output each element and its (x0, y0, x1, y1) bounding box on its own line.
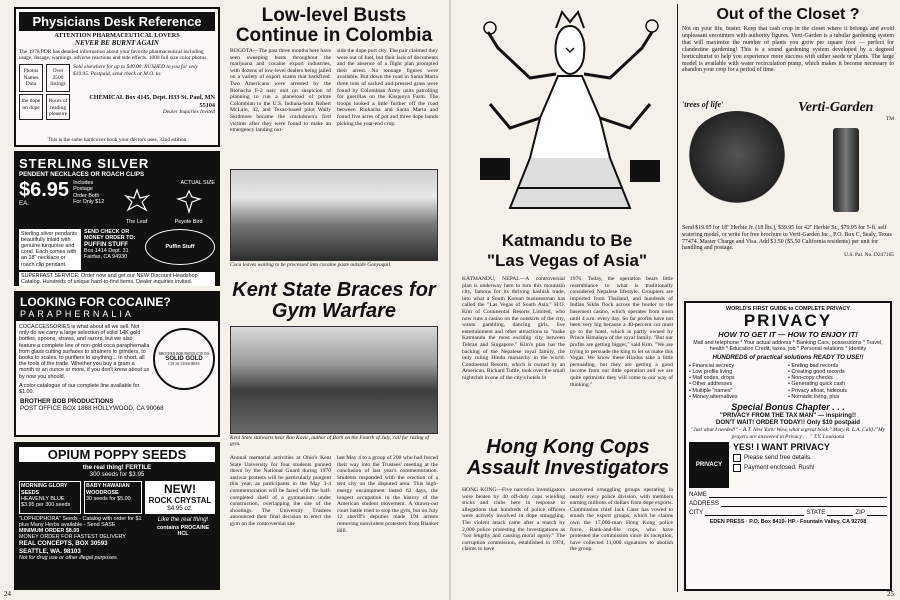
new-badge: NEW! (164, 482, 196, 497)
state-label: STATE (806, 509, 826, 517)
trees-tag: 'trees of life' (682, 100, 724, 109)
privacy-right-item: • Generating quick cash (788, 381, 846, 388)
cocaine-title: LOOKING FOR COCAINE? (16, 293, 218, 309)
privacy-footer: EDEN PRESS · P.O. Box 8410- HP · Fountain Valley, CA 92708 (709, 519, 867, 526)
cocaine-ad (14, 291, 220, 437)
closet-headline: Out of the Closet ? (716, 6, 860, 23)
kent-state-photo (230, 326, 438, 434)
privacy-right-item: • Nomadic living, plus (788, 393, 840, 400)
privacy-yes: YES! I WANT PRIVACY (733, 441, 830, 452)
sterling-sub: PENDENT NECKLACES OR ROACH CLIPS (19, 171, 145, 178)
colombia-col-2: side the dope port city. The pair claimed they were out of fuel, but their lack of documents and the absence of a flight plan prompted their arrest. No tonnage figures were available. But down the road in Santa Marta three tons of sacked and pressed grass were found by Colombian Army units patrolling for guerillas on the Kisquoya Farm. The troops looked a little further off the road between Riohacha and Santa Marta and found five acres of pot and three dope hands picking the year-end crop. (337, 48, 438, 127)
pdr-ad (14, 7, 220, 147)
closet-order: Send $19.95 for 18" Herbie Jr. (18 lbs.), $39.95 for 42" Herbie Sr., $79.95 for 5-ft. self watering model, or write for free brochure to Verti-Garden Inc., P.O. Box C, Sealy, Texas 77474. Master Charge and Visa. Add $3.50 ($5.50 California residents) per unit for handling and postage. (682, 225, 892, 252)
privacy-left-item: • Low profile living (689, 369, 733, 376)
city-label: CITY (689, 509, 704, 517)
hongkong-col-2: uncovered smuggling groups operating in nearly every police division, with members earning millions of dollars from dope exports. Commission chief Jack Cater has vowed to smash the export groups, which he claims own the 17,000-man Hong Kong police force. Rank-and-file cops, who have protested the commission since its inception, have collected 11,000 signatures to abolish the group. (570, 487, 673, 553)
katmandu-headline-1: Katmandu to Be (501, 231, 633, 250)
pdr-dealers: Dealer Inquiries Invited (162, 108, 215, 115)
pdr-order: Sold elsewhere for up to $40.00, RUSHED to you for only $19.95. Postpaid, send check or M.O. to: (73, 64, 198, 77)
leaf-pendant-icon (124, 188, 150, 225)
privacy-right-list (788, 363, 887, 400)
cocaine-address: POST OFFICE BOX 1868 HOLLYWOOD, CA 90068 (20, 405, 164, 413)
colombia-caption: Coca leaves waiting to be processed into cocaine paste outside Gonyoquil. (230, 262, 392, 268)
privacy-bonus: Special Bonus Chapter . . . (731, 402, 845, 413)
peyote-bird-icon (175, 188, 203, 225)
rock-sub: Like the real thing! (157, 515, 209, 523)
sterling-address: Box 1414 Dept. 31 Fairfax, CA 94930 (84, 248, 129, 261)
coca-leaves-photo (230, 169, 438, 261)
kent-col-2: last May 4 to a group of 200 who had forced their way into the Trustees' meeting at the conclusion of last year's commemoration. Students responded with the erection of a tent city on the disputed area. This high-energy encampment lasted 62 days, the longest occupation in the history of the American student movement. A drawn-out court battle tried to stop the gym, but on July 12 sheriff's deputies made 194 arrests removing nonviolent protesters from Blanket Hill. (337, 455, 438, 534)
name-label: NAME (689, 490, 707, 498)
opium-company: REAL CONCEPTS, BOX 30593 (19, 540, 108, 548)
privacy-book-cover (689, 442, 729, 488)
verti-garden-ad (682, 6, 894, 296)
seal-top-text: BROTHER BOB PRODUCTIONS (158, 352, 210, 356)
pdr-body: The 1978 PDR has detailed information about your favorite pharmaceutical including usage, dosage, warnings, adverse reactions and side effects. 1000 full size color photos. (19, 49, 208, 62)
hongkong-headline: Hong Kong Cops Assault Investigators (466, 436, 670, 479)
privacy-title: PRIVACY (743, 311, 833, 331)
cocaine-sub: PARAPHERNALIA (16, 309, 218, 321)
sterling-price: $6.95 (19, 179, 70, 202)
opium-poppy-ad (14, 442, 220, 590)
opium-title: OPIUM POPPY SEEDS (19, 447, 215, 462)
address-field[interactable] (721, 500, 887, 507)
opium-minimum: MINIMUM ORDER $8.00 (19, 528, 80, 535)
pdr-company: CHEMICAL Box 4145, Dept. H33 St. Paul, MN 55104 (89, 94, 215, 109)
opium-money: MONEY ORDER FOR FASTEST DELIVERY (19, 534, 126, 541)
sterling-silver-ad (14, 151, 220, 286)
privacy-left-item: • Money alternatives (689, 393, 738, 400)
kent-caption: Kent State stalwarts hear Ron Kovic, author of Born on the Fourth of July, call for razing of gym. (230, 435, 429, 448)
zip-field[interactable] (867, 509, 887, 516)
payment-enclosed-checkbox[interactable] (733, 464, 741, 472)
privacy-left-item: • Multiple "names" (689, 387, 733, 394)
opium-line1: the real thing! FERTILE (82, 464, 152, 471)
pdr-title: Physicians Desk Reference (19, 12, 215, 31)
rock-crystal-title: ROCK CRYSTAL (148, 496, 212, 506)
privacy-ad (684, 301, 892, 591)
privacy-order-now: DON'T WAIT! ORDER TODAY!! Only $10 postpaid (715, 419, 861, 427)
morning-glory-price: $3.95 per 300 seeds (21, 502, 71, 509)
pdr-subtitle-1: ATTENTION PHARMACEUTICAL LOVERS (54, 32, 180, 39)
rock-price: $4.95 oz. (167, 505, 193, 513)
book-label: PRIVACY (695, 461, 723, 468)
sterling-send: SEND CHECK OR MONEY ORDER TO: (84, 228, 136, 241)
free-details-checkbox[interactable] (733, 454, 741, 462)
katmandu-illustration (470, 8, 670, 214)
name-field[interactable] (709, 491, 887, 498)
pdr-thumb-dope: the dope on dope (19, 94, 43, 120)
rock-contains: contains PROCAINE HCL (156, 524, 210, 538)
closet-patent: U.S. Pat. No. D247165 (844, 252, 894, 259)
payment-enclosed-label: Payment enclosed. Rush! (744, 464, 815, 472)
opium-city: SEATTLE, WA. 98103 (19, 547, 81, 555)
zip-label: ZIP (855, 509, 865, 517)
opium-legal: Not for drug use or other illegal purposes. (19, 554, 119, 561)
page-number-left: 24 (4, 590, 11, 598)
page-number-right: 25 (887, 590, 894, 598)
opium-catalog: "LOPHOPHORA" Seeds - Catalog with order for $1 plus Many Herbs available - Send SASE (19, 515, 142, 528)
verti-garden-tm: TM (885, 116, 894, 122)
seal-bottom-text: COCACCESSORIES (168, 362, 200, 366)
sterling-super: SUPERFAST SERVICE: Order now and get our NEW Discount Headshop Catalog. Hundreds of unique hard-to-find items. Dealer inquiries invited. (19, 272, 215, 286)
katmandu-headline-2: "Las Vegas of Asia" (486, 251, 648, 270)
pdr-thumb-listings: Over 2500 listings (46, 64, 70, 92)
sterling-size: ACTUAL SIZE (180, 180, 215, 187)
column-rule (677, 4, 678, 592)
privacy-right-item: • Creating good records (788, 369, 845, 376)
address-label: ADDRESS (689, 500, 719, 508)
privacy-right-item: • Ending bad records (788, 362, 839, 369)
privacy-left-item: • Other addresses (689, 381, 733, 388)
sterling-ea: EA. (19, 200, 29, 208)
kent-headline: Kent State Braces for Gym Warfare (232, 279, 436, 322)
cocaine-catalog: A color catalogue of our complete line available for $1.00. (19, 382, 140, 396)
closet-body: Not on your life, buster. Keep that cash crop in the closet where it belongs and avoid unpleasant encounters with authority figures. Verti-Garden is a tubular gardening system that will maximize the number of plants you grow per square foot — perfect for clandestine gardening! This is a sound gardening system developed by a degreed horticulturist to help you experience more success with either seeds or plants. The large model is available with water recirculation pump, which makes it become necessary to abandon your crop for a period of time. (682, 26, 894, 74)
privacy-tagline: HOW TO GET IT — HOW TO ENJOY IT! (718, 330, 858, 340)
sterling-company: PUFFIN STUFF (84, 241, 128, 249)
pdr-thumb-reading: Hours of reading pleasure (46, 94, 70, 120)
privacy-tax: "PRIVACY FROM THE TAX MAN" — inspiring!! (719, 412, 857, 420)
kent-col-1: Annual memorial activities at Ohio's Kent State University for four students gunned down by the National Guard during 1970 antiwar protests will be particularly pungent this year, as participants in the May 3-4 commemoration will be faced with the half-completed shell of a gymnasium under construction, overlapping the site of the shootings. The University Trustees announced their final decision to erect the gym on the controversial site (230, 455, 331, 527)
woodrose-label: BABY HAWAIIAN WOODROSE (86, 483, 130, 496)
privacy-hundreds: HUNDREDS of practical solutions READY TO USE!! (712, 353, 864, 361)
bird-label: Peyote Bird (174, 219, 203, 226)
colombia-col-1: BOGOTA—The past three months here have seen sweeping busts throughout the marijuana and cocaine export industries, with dozens of low-level dealers being jailed on a variety of export scams that backfired. Two Americans were arrested by the Riohacha F-2 narc unit on suspicion of planning to run a planeload of prime Colombian to the U.S. Indiana-born Robert McLain, 42, and Texas-based pilot Wally Skidmore became the crackdown's first victims after they were found to make an emergency landing out- (230, 48, 331, 134)
cocaine-company: BROTHER BOB PRODUCTIONS (20, 398, 114, 406)
privacy-right-item: • Non-copy checks (788, 375, 833, 382)
verti-tube-illustration (833, 128, 859, 212)
privacy-left-item: • Financial secrecy (689, 362, 735, 369)
opium-line2: 300 seeds for $3.95 (89, 471, 145, 479)
privacy-right-item: • Privacy afloat, hideouts (788, 387, 848, 394)
colombia-headline: Low-level Busts Continue in Colombia (235, 5, 433, 46)
verti-garden-brand: Verti-Garden (798, 100, 874, 115)
hongkong-col-1: HONG KONG—Five narcotics investigators were beaten by 40 off-duty cops wielding sticks and clubs here in response to allegations that hundreds of police officers were actively involved in dope smuggling. The violent attack came after a march by 2,000 police protesting the investigations as "too lengthy and causing moral agony." The corruption commission, established in 1974, claims to have (462, 487, 565, 553)
puffin-stuff-badge (145, 229, 215, 265)
morning-glory-label: MORNING GLORY SEEDS (21, 483, 68, 496)
katmandu-col-1: KATMANDU, NEPAL—A controversial plan is underway here to turn this mountain city, famous for its thriving hashish trade, into what a South Korean businessman has called the "Las Vegas of South Asia." H.O. Kim of Continental Resorts Limited, who now runs a casino on the outskirts of the city, wants gambling, dancing girls, live entertainment and other attractions to "make Katmandu the most exciting city between Tehran and Singapore." Kim's plan has the backing of the Nepalese royal family, the only ruling Hindu monarchy in the world. Continental Resorts, which is owned by an American, Richard Tuttle, took over the small nightclub in one of the city's hotels in (462, 276, 565, 381)
sterling-postage: Includes Postage Order Both For Only $12 (73, 180, 105, 205)
katmandu-col-2: 1976. Today, the operation bears little resemblance to what is traditionally considered Nepalese lifestyle. Croupiers are imported from Thailand, and hundreds of Indian Sikhs flock across the border to the basement casino, which operates from noon until 4 a.m. every day. So far profits have not been very big because a 40-percent cut must go to the hotel, which is partly owned by Prince Himalaya of the royal family. "But our profits are getting bigger," said Kim. "We are trying to persuade the king to let us make this Vegas. We know these Hindus take a little persuading, but they are getting a good income from our little operation and we are quite optimistic they will come to our way of thinking." (570, 276, 673, 388)
plant-illustration (682, 111, 792, 221)
pdr-thumb-photos: Photos Names Data (19, 64, 43, 92)
privacy-quote: "Just what I needed!" – R.T. New York/ Wow, what a great book." Mary R. L.A. Calif./"My prayers are answered in Privacy . . ." T.Y. Louisiana (691, 427, 885, 440)
city-field[interactable] (705, 509, 804, 516)
heavenly-blue-label: HEAVENLY BLUE (21, 495, 65, 502)
cocaine-body: COCACCESSORIES is what about all we sell. Not only do we carry a large selection of solid 14K gold bottles, spoons, straws, and razors, but we also feature a complete line of non-gold coca paraphernalia from glass cutting surfaces to strainers to grinders, to books to scales, to purifiers to anything... In short, all the tools of the trade. Whether you buy a gram a month or an ounce or more, if you don't know about us by now you should. (19, 324, 150, 380)
seal-mid-text: SOLID GOLD (165, 356, 203, 362)
privacy-top: WORLD'S FIRST GUIDE to COMPLETE PRIVACY (726, 306, 850, 312)
privacy-left-list (689, 363, 788, 400)
leaf-label: The Leaf (125, 219, 148, 226)
pdr-footer: This is the same hardcover book your doctors uses, 32nd edition (47, 136, 187, 143)
privacy-left-item: • Mail codes, drops (689, 375, 735, 382)
badge-label: Puffin Stuff (165, 243, 195, 250)
sterling-title: STERLING SILVER (19, 156, 150, 171)
woodrose-price: 30 seeds for $5.00 (86, 495, 131, 502)
free-details-label: Please send free details. (744, 454, 812, 462)
sterling-desc: Sterling silver pendants beautifully inlaid with genuine turquoise and coral. Each comes with an 18" necklace or roach clip pendant. (19, 229, 81, 270)
page-gutter (449, 0, 451, 600)
pdr-subtitle-2: NEVER BE BURNT AGAIN (75, 39, 159, 47)
solid-gold-seal (153, 328, 215, 390)
privacy-lines: Mail and telephone * Your actual address * Banking Cars, possessions * Travel, health * Education Credit, taxes, job * Personal relations * Identity (693, 340, 883, 353)
state-field[interactable] (827, 509, 853, 516)
